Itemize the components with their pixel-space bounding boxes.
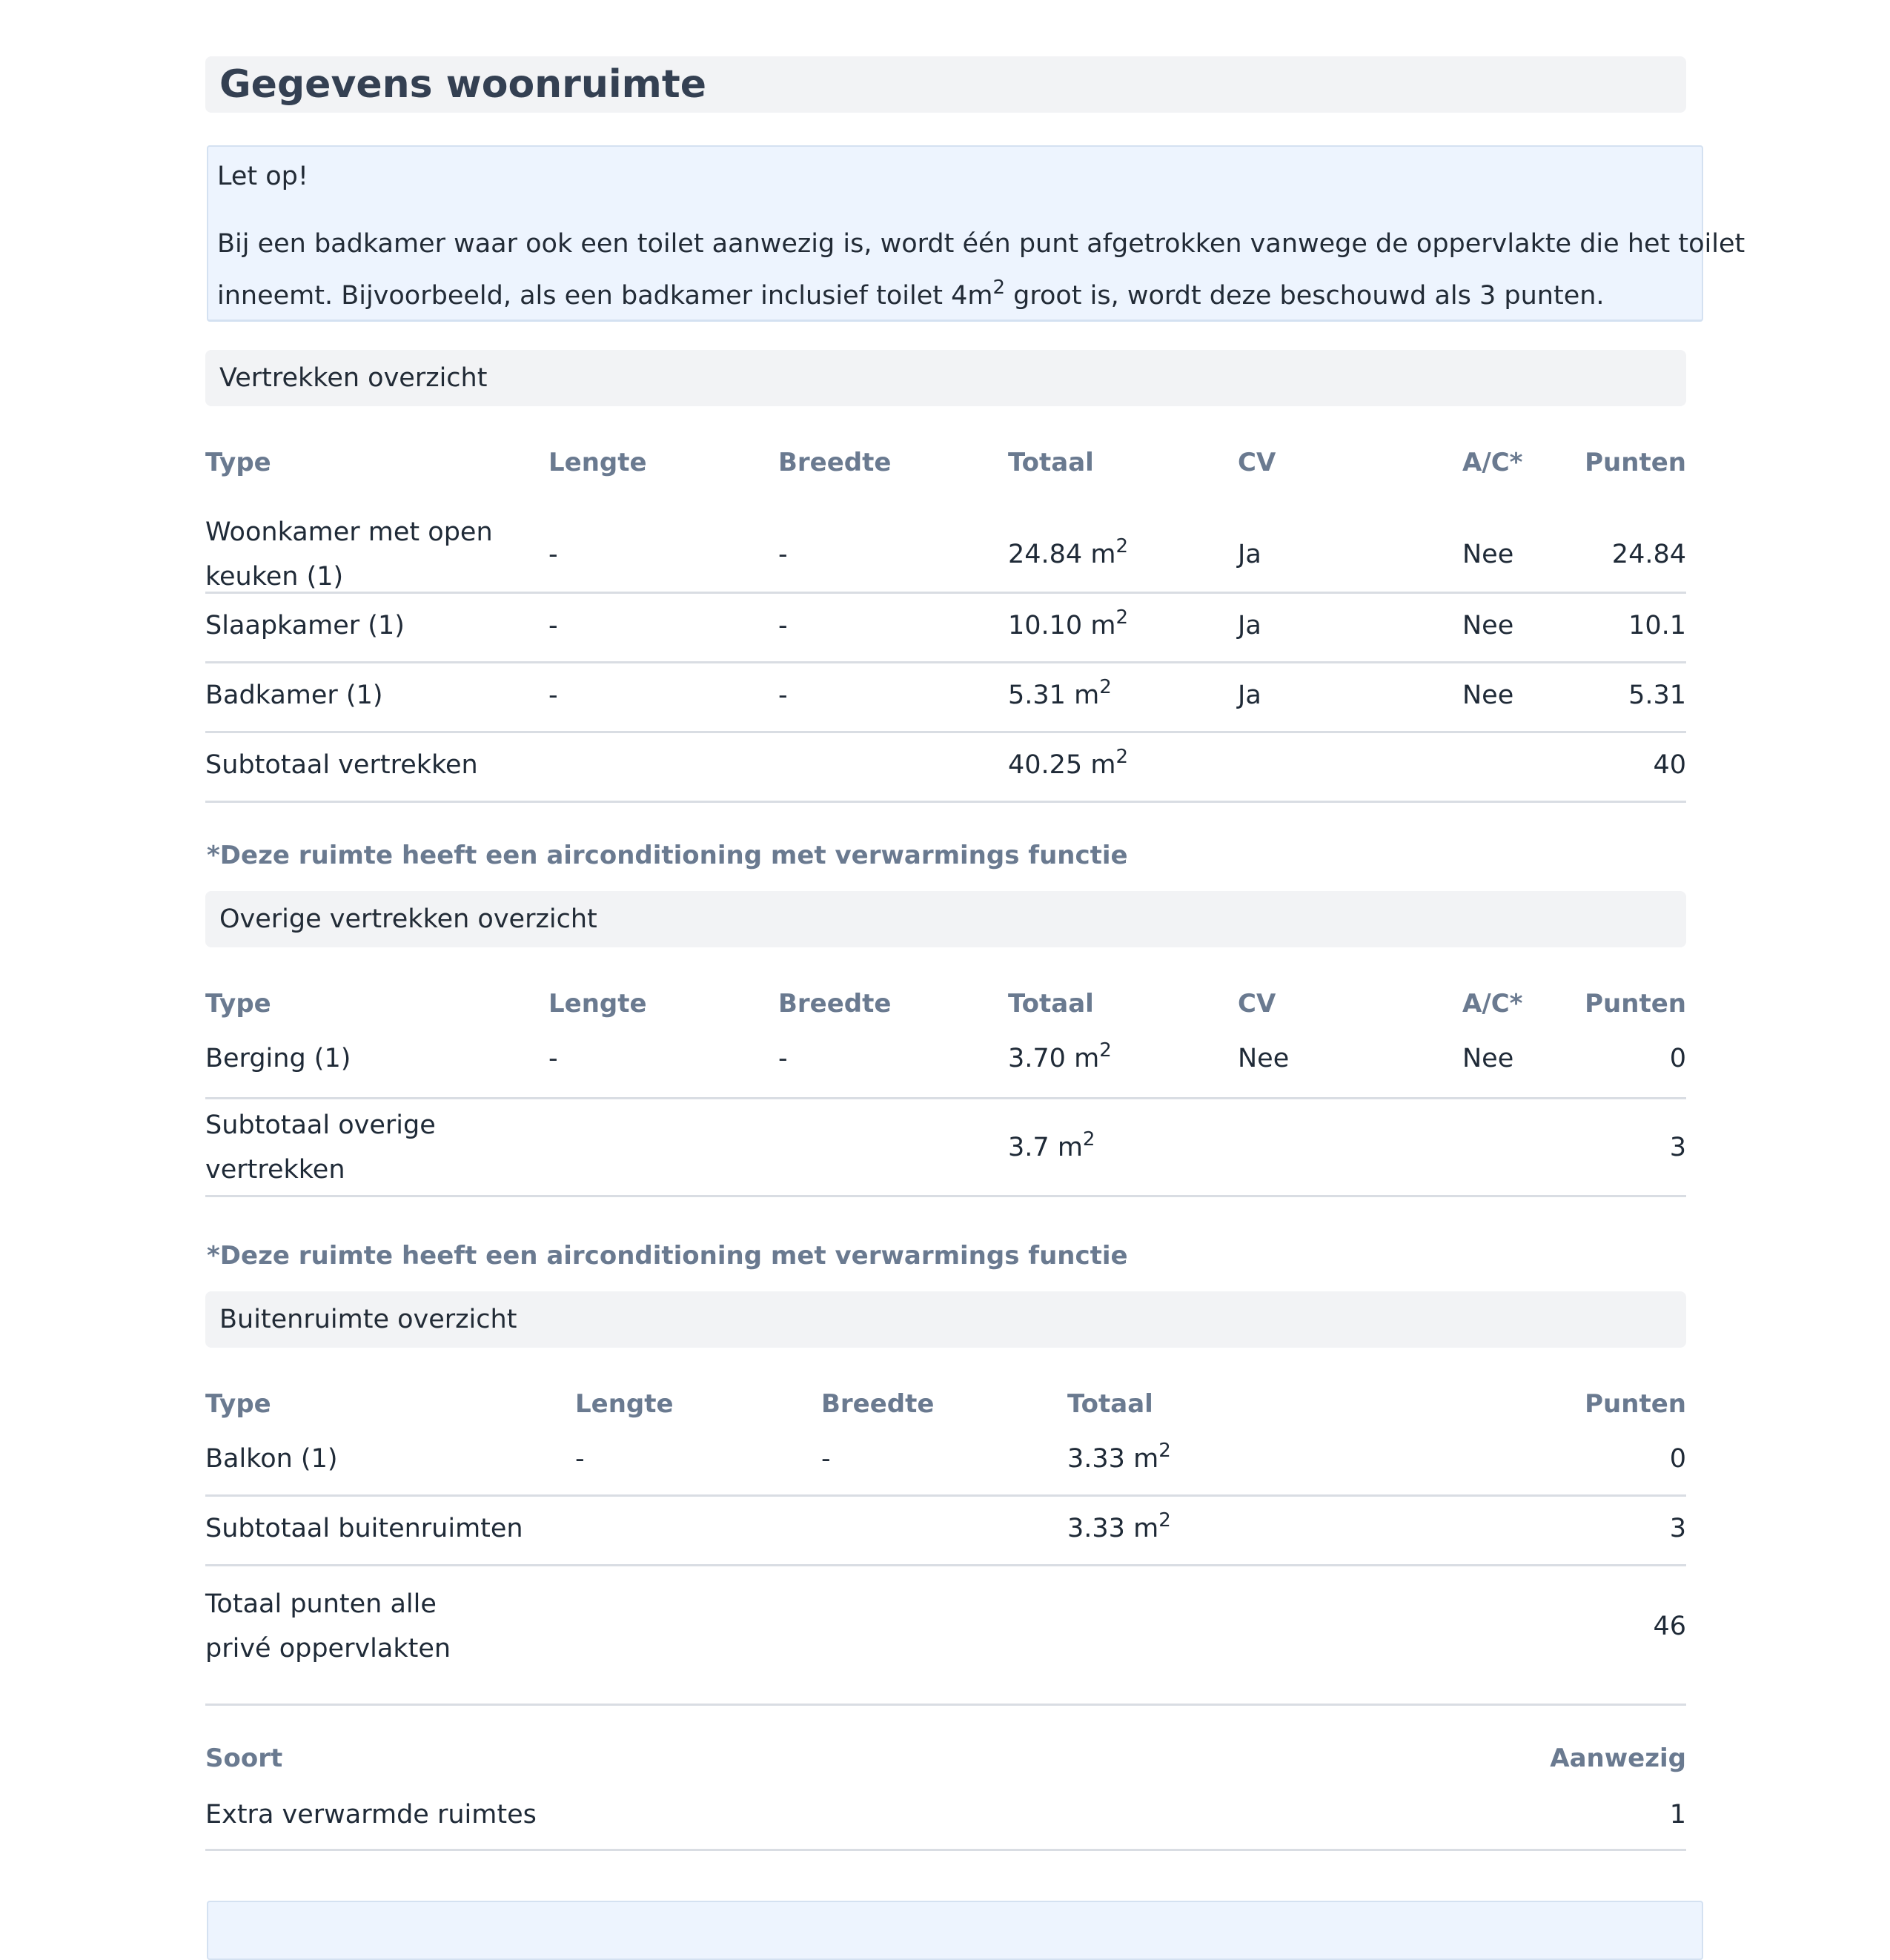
rooms-row-3-lengte: -: [548, 681, 558, 710]
outdoor-header-lengte: Lengte: [575, 1389, 674, 1419]
rooms-header-punten: Punten: [1585, 448, 1686, 477]
total-label: Totaal punten alle privé oppervlakten: [205, 1589, 451, 1663]
unit: m: [1057, 1133, 1083, 1162]
other-row-1-totaal-value: 3.70: [1008, 1044, 1066, 1073]
unit: m: [1090, 611, 1116, 640]
rooms-row-3-totaal-value: 5.31: [1008, 681, 1066, 710]
rooms-header-cv: CV: [1238, 448, 1276, 477]
divider: [205, 1494, 1686, 1497]
other-header-ac: A/C*: [1462, 989, 1523, 1019]
section-outdoor: Buitenruimte overzicht: [205, 1291, 1686, 1348]
other-header-punten: Punten: [1585, 989, 1686, 1019]
divider: [205, 1195, 1686, 1197]
rooms-subtotal-label: Subtotaal vertrekken: [205, 750, 478, 780]
outdoor-row-1-punten: 0: [1669, 1444, 1686, 1474]
outdoor-header-punten: Punten: [1585, 1389, 1686, 1419]
other-row-1-type: Berging (1): [205, 1044, 351, 1073]
divider: [205, 1097, 1686, 1099]
unit: m: [1133, 1444, 1159, 1474]
divider: [205, 661, 1686, 663]
section-rooms: Vertrekken overzicht: [205, 350, 1686, 406]
other-header-type: Type: [205, 989, 271, 1019]
outdoor-subtotal-totaal: [1067, 1506, 1171, 1551]
outdoor-row-1-breedte: -: [821, 1444, 831, 1474]
divider: [205, 731, 1686, 733]
outdoor-row-1-type: Balkon (1): [205, 1444, 338, 1474]
rooms-row-2-cv: Ja: [1238, 611, 1261, 640]
total-punten: 46: [1653, 1612, 1686, 1641]
outdoor-header-breedte: Breedte: [821, 1389, 935, 1419]
outdoor-row-1-totaal-value: 3.33: [1067, 1444, 1125, 1474]
rooms-row-1-totaal: [1008, 532, 1128, 577]
rooms-row-1-totaal-value: 24.84: [1008, 540, 1083, 569]
rooms-row-3-breedte: -: [778, 681, 788, 710]
notice-sup: 2: [992, 277, 1005, 299]
outdoor-subtotal-label: Subtotaal buitenruimten: [205, 1514, 523, 1543]
outdoor-row-1-lengte: -: [575, 1444, 585, 1474]
other-header-breedte: Breedte: [778, 989, 892, 1019]
rooms-header-lengte: Lengte: [548, 448, 647, 477]
rooms-row-2-punten: 10.1: [1628, 611, 1686, 640]
rooms-header-totaal: Totaal: [1008, 448, 1094, 477]
divider: [205, 592, 1686, 594]
unit-sup: 2: [1099, 1039, 1112, 1062]
extras-header-aanwezig: Aanwezig: [1550, 1744, 1686, 1773]
outdoor-subtotal-totaal-value: 3.33: [1067, 1514, 1125, 1543]
rooms-row-1-ac: Nee: [1462, 540, 1514, 569]
rooms-subtotal-punten: 40: [1653, 750, 1686, 780]
rooms-row-2-ac: Nee: [1462, 611, 1514, 640]
rooms-row-1-cv: Ja: [1238, 540, 1261, 569]
rooms-row-3-totaal: [1008, 673, 1112, 718]
other-row-1-punten: 0: [1669, 1044, 1686, 1073]
notice-line-2: [217, 270, 1692, 322]
rooms-row-2-type: Slaapkamer (1): [205, 611, 405, 640]
unit: m: [1133, 1514, 1159, 1543]
other-subtotal-totaal-value: 3.7: [1008, 1133, 1050, 1162]
unit: m: [1074, 1044, 1100, 1073]
extras-row-1-aanwezig: 1: [1669, 1800, 1686, 1830]
notice-title: Let op!: [217, 162, 308, 191]
extras-row-1-soort: Extra verwarmde ruimtes: [205, 1800, 537, 1830]
unit-sup: 2: [1082, 1128, 1095, 1150]
unit-sup: 2: [1115, 606, 1128, 629]
unit: m: [1090, 540, 1116, 569]
unit-sup: 2: [1099, 676, 1112, 698]
unit: m: [1090, 750, 1116, 780]
rooms-row-2-breedte: -: [778, 611, 788, 640]
unit-sup: 2: [1158, 1440, 1171, 1462]
notice-line-1: Bij een badkamer waar ook een toilet aanwezig is, wordt één punt afgetrokken vanwege de oppervlakte die het toilet: [217, 229, 1745, 259]
rooms-row-3-ac: Nee: [1462, 681, 1514, 710]
outdoor-header-type: Type: [205, 1389, 271, 1419]
notice-line-2-start: inneemt. Bijvoorbeeld, als een badkamer inclusief toilet 4m: [217, 281, 993, 311]
rooms-row-3-type: Badkamer (1): [205, 681, 383, 710]
section-other-rooms: Overige vertrekken overzicht: [205, 891, 1686, 947]
rooms-row-2-totaal: [1008, 603, 1128, 648]
rooms-header-ac: A/C*: [1462, 448, 1523, 477]
unit-sup: 2: [1115, 535, 1128, 557]
other-header-totaal: Totaal: [1008, 989, 1094, 1019]
rooms-footnote: *Deze ruimte heeft een airconditioning met verwarmings functie: [207, 841, 1128, 870]
unit-sup: 2: [1115, 746, 1128, 768]
rooms-row-2-totaal-value: 10.10: [1008, 611, 1083, 640]
other-row-1-breedte: -: [778, 1044, 788, 1073]
other-header-cv: CV: [1238, 989, 1276, 1019]
other-row-1-ac: Nee: [1462, 1044, 1514, 1073]
outdoor-subtotal-punten: 3: [1669, 1514, 1686, 1543]
other-header-lengte: Lengte: [548, 989, 647, 1019]
rooms-row-1-lengte: -: [548, 540, 558, 569]
rooms-row-3-cv: Ja: [1238, 681, 1261, 710]
rooms-row-2-lengte: -: [548, 611, 558, 640]
rooms-row-1-punten: 24.84: [1611, 540, 1686, 569]
other-row-1-lengte: -: [548, 1044, 558, 1073]
divider: [205, 1704, 1686, 1706]
outdoor-header-totaal: Totaal: [1067, 1389, 1153, 1419]
page-title: Gegevens woonruimte: [205, 56, 1686, 113]
other-footnote: *Deze ruimte heeft een airconditioning met verwarmings functie: [207, 1241, 1128, 1271]
rooms-header-type: Type: [205, 448, 271, 477]
other-subtotal-label: Subtotaal overige vertrekken: [205, 1110, 436, 1185]
divider: [205, 801, 1686, 803]
unit: m: [1074, 681, 1100, 710]
next-notice-box-partial: [207, 1901, 1703, 1960]
divider: [205, 1849, 1686, 1851]
rooms-row-1-type: Woonkamer met open keuken (1): [205, 517, 493, 592]
divider: [205, 1564, 1686, 1566]
extras-header-soort: Soort: [205, 1744, 283, 1773]
rooms-row-1-breedte: -: [778, 540, 788, 569]
rooms-subtotal-totaal-value: 40.25: [1008, 750, 1083, 780]
rooms-row-3-punten: 5.31: [1628, 681, 1686, 710]
other-row-1-cv: Nee: [1238, 1044, 1290, 1073]
notice-box: [207, 145, 1745, 322]
other-subtotal-totaal: [1008, 1125, 1095, 1170]
notice-line-2-end: groot is, wordt deze beschouwd als 3 punten.: [1005, 281, 1605, 311]
outdoor-row-1-totaal: [1067, 1437, 1171, 1481]
unit-sup: 2: [1158, 1509, 1171, 1532]
other-row-1-totaal: [1008, 1036, 1112, 1081]
other-subtotal-punten: 3: [1669, 1133, 1686, 1162]
notice-body: [217, 218, 1745, 322]
rooms-subtotal-totaal: [1008, 743, 1128, 787]
rooms-header-breedte: Breedte: [778, 448, 892, 477]
